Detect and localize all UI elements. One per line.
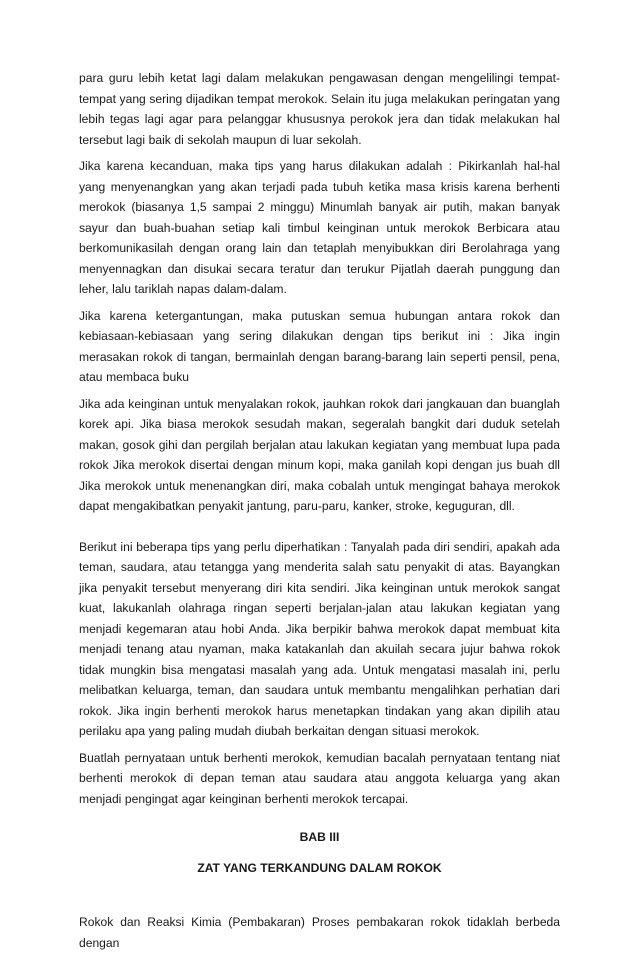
paragraph-teacher-supervision: para guru lebih ketat lagi dalam melakukan pengawasan dengan mengelilingi tempat-tempat yang sering dijadikan tempat merokok. Selain itu juga melakukan peringatan yang lebih tegas lagi agar para pelanggar khususnya perokok jera dan tidak melakukan hal tersebut lagi baik di sekolah maupun di luar sekolah. bbox=[79, 71, 560, 147]
document-page bbox=[79, 68, 560, 959]
paragraph-closing: Rokok dan Reaksi Kimia (Pembakaran) Proses pembakaran rokok tidaklah berbeda dengan bbox=[79, 915, 560, 950]
chapter-title: ZAT YANG TERKANDUNG DALAM ROKOK bbox=[197, 860, 442, 875]
paragraph-addiction-tips: Jika karena kecanduan, maka tips yang harus dilakukan adalah : Pikirkanlah hal-hal yang menyenangkan yang akan terjadi pada tubuh ketika masa krisis karena berhenti merokok (biasanya 1,5 sampai 2 minggu) Minumlah banyak air putih, makan banyak sayur dan buah-buahan setiap kali timbul keinginan untuk merokok Berbicara atau berkomunikasilah dengan orang lain dan tetaplah menyibukkan diri Berolahraga yang menyennagkan dan disukai secara teratur dan terukur Pijatlah daerah punggung dan leher, lalu tariklah napas dalam-dalam. bbox=[79, 159, 560, 296]
paragraph-statement: Buatlah pernyataan untuk berhenti merokok, kemudian bacalah pernyataan tentang niat berhenti merokok di depan teman atau saudara atau anggota keluarga yang akan menjadi pengingat agar keinginan berhenti merokok tercapai. bbox=[79, 750, 560, 806]
chapter-number: BAB III bbox=[299, 830, 340, 844]
paragraph-general-tips: Berikut ini beberapa tips yang perlu diperhatikan : Tanyalah pada diri sendiri, apakah ada teman, saudara, atau tetangga yang menderita salah satu penyakit di atas. Bayangkan jika penyakit tersebut menyerang diri kita sendiri. Jika keinginan untuk merokok sangat kuat, lakukanlah olahraga ringan seperti berjalan-jalan atau lakukan kegiatan yang menjadi kegemaran atau hobi Anda. Jika berpikir bahwa merokok dapat membuat kita menjadi tenang atau nyaman, maka katakanlah dan akuilah secara jujur bahwa rokok tidak mungkin bisa mengatasi masalah yang ada. Untuk mengatasi masalah ini, perlu melibatkan keluarga, teman, dan saudara untuk membantu mengalihkan perhatian dari rokok. Jika ingin berhenti merokok harus menetapkan tindakan yang akan dipilih atau perilaku apa yang paling mudah diubah berkaitan dengan situasi merokok. bbox=[79, 539, 560, 738]
paragraph-urge-tips: Jika ada keinginan untuk menyalakan rokok, jauhkan rokok dari jangkauan dan buanglah korek api. Jika biasa merokok sesudah makan, segeralah bangkit dari duduk setelah makan, gosok gihi dan pergilah berjalan atau lakukan kegiatan yang membuat lupa pada rokok Jika merokok disertai dengan minum kopi, maka ganilah kopi dengan jus buah dll Jika merokok untuk menenangkan diri, maka cobalah untuk mengingat bahaya merokok dapat mengakibatkan penyakit jantung, paru-paru, kanker, stroke, keguguran, dll. bbox=[79, 396, 560, 513]
paragraph-dependency-tips: Jika karena ketergantungan, maka putuskan semua hubungan antara rokok dan kebiasaan-kebiasaan yang sering dilakukan dengan tips berikut ini : Jika ingin merasakan rokok di tangan, bermainlah dengan barang-barang lain seperti pensil, pena, atau membaca buku bbox=[79, 308, 560, 384]
